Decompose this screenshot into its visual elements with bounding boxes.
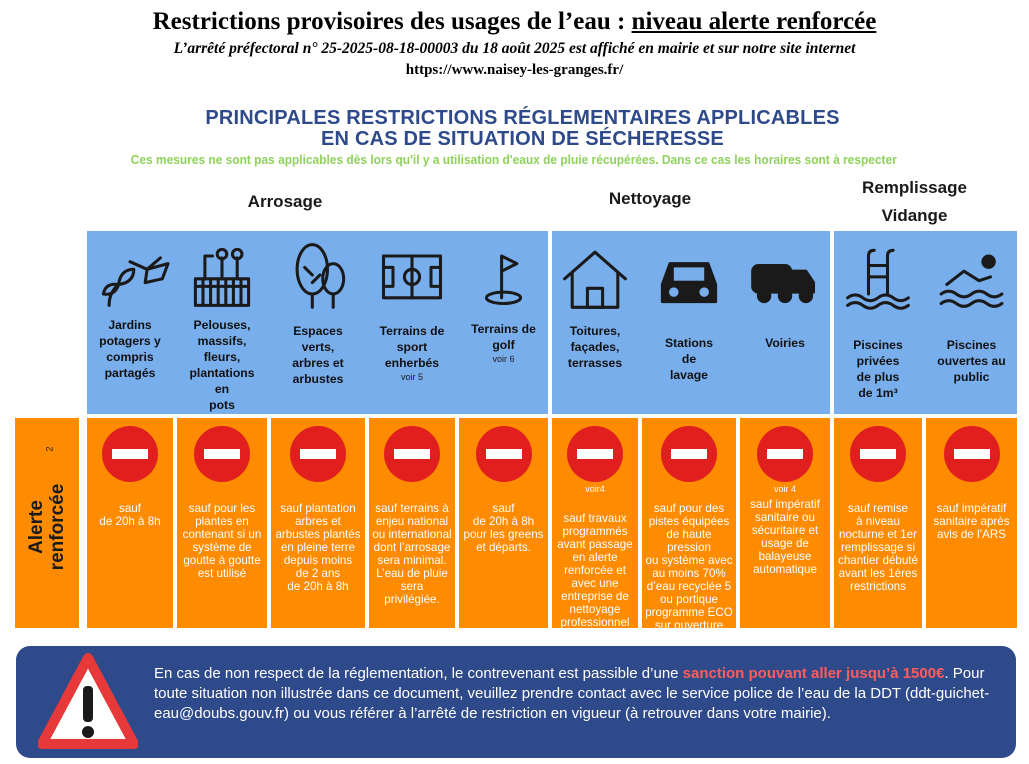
restriction-text-line: enjeu national (375, 515, 449, 528)
restriction-text-line: sauf plantation (280, 502, 356, 515)
title-alert-level: niveau alerte renforcée (631, 8, 877, 35)
restriction-text-line: sauf remise (848, 502, 908, 515)
usage-label-line: fleurs, (203, 350, 241, 364)
usage-label-line: arbres et (292, 356, 344, 370)
sanction-text (154, 664, 1004, 724)
rainwater-note: Ces mesures ne sont pas applicables dès lors qu'il y a utilisation d'eaux de pluie récupérées. Dans ce cas les horaires sont à respecter (130, 153, 897, 167)
restriction-text (743, 498, 827, 576)
restriction-text-line: arbres et (295, 515, 341, 528)
sanction-text-part2: . Pour toute situation non illustrée dans ce document, veuillez prendre contact avec le service police de l’eau de la DDT (ddt-guichet-eau@doubs.gouv.fr) ou vous référer à l’arrêté de restriction en vigueur (à retrouver dans votre mairie). (154, 665, 990, 722)
usage-label-line: pots (209, 398, 235, 412)
usage-label-line: potagers y (99, 334, 161, 348)
usage-label-line: de 1m³ (858, 386, 898, 400)
restriction-text (929, 502, 1014, 541)
no-entry-icon (944, 426, 1000, 482)
usage-label-line: Piscines (946, 338, 997, 352)
usage-label-line: partagés (104, 366, 156, 380)
usage-header-cell (642, 231, 736, 414)
usage-label-line: golf (492, 338, 515, 352)
usage-header-cell (740, 231, 830, 414)
restriction-cell (926, 418, 1017, 628)
restriction-text-line: L’eau de pluie (376, 567, 448, 580)
category-arrosage: Arrosage (247, 192, 323, 211)
restriction-text-line: pour les greens (463, 528, 544, 541)
usage-header-cell (271, 231, 365, 414)
usage-label (644, 335, 734, 383)
restriction-text-line: nocturne et 1er (839, 528, 917, 541)
restriction-text-line: sera privilégiée. (384, 580, 440, 606)
usage-label-line: arbustes (292, 372, 344, 386)
usage-header-cell (459, 231, 548, 414)
usage-label-line: Voiries (765, 336, 805, 350)
category-remplissage (832, 174, 997, 230)
restriction-text-line: sauf impératif (936, 502, 1007, 515)
restriction-text-line: professionnel (560, 616, 630, 629)
restriction-text-line: de haute pression (666, 528, 712, 554)
website-url[interactable]: https://www.naisey-les-granges.fr/ (405, 62, 624, 78)
restriction-cell (740, 418, 830, 628)
restriction-text (837, 502, 919, 593)
main-title-line1: PRINCIPALES RESTRICTIONS RÉGLEMENTAIRES APPLICABLES (205, 107, 840, 129)
usage-header-cell (552, 231, 638, 414)
usage-label-line: compris (106, 350, 154, 364)
restriction-text-line: remplissage si (840, 541, 916, 554)
restriction-text-line: programme ECO (645, 606, 733, 619)
restriction-text-line: de 20h à 8h (99, 515, 161, 528)
restriction-cell (369, 418, 455, 628)
restriction-text-line: sécuritaire et (751, 524, 819, 537)
restriction-text-line: sera minimal. (377, 554, 447, 567)
trees-icon (271, 237, 365, 313)
no-entry-icon (661, 426, 717, 482)
restriction-text (90, 502, 170, 528)
usage-label-line: privées (856, 354, 900, 368)
usage-label (371, 323, 453, 371)
usage-label (742, 335, 828, 351)
usage-label (928, 337, 1015, 385)
usage-reference: voir 5 (400, 372, 423, 382)
sanction-banner (16, 646, 1016, 758)
main-title (150, 108, 895, 150)
restriction-text-line: ou portique (659, 593, 718, 606)
usage-label-line: sport (396, 340, 428, 354)
restriction-text-line: automatique (753, 563, 817, 576)
restriction-cell (552, 418, 638, 628)
restriction-text-line: plantes en (195, 515, 249, 528)
usage-header-cell (369, 231, 455, 414)
alert-level-text (26, 435, 68, 619)
usage-header-cell (926, 231, 1017, 414)
restriction-text-line: de 20h à 8h (472, 515, 535, 528)
restriction-text-line: d’eau recyclée 5 (646, 580, 732, 593)
main-title-line2: EN CAS DE SITUATION DE SÉCHERESSE (321, 128, 724, 150)
no-entry-icon (757, 426, 813, 482)
sports-field-icon (369, 237, 455, 313)
restriction-text-line: goutte à goutte (183, 554, 261, 567)
restriction-cell (271, 418, 365, 628)
restriction-text-line: est utilisé (197, 567, 247, 580)
restriction-text-line: système de (192, 541, 252, 554)
restriction-text-line: sanitaire après (933, 515, 1010, 528)
restriction-text (645, 502, 733, 645)
golf-flag-icon (459, 237, 548, 313)
restriction-text-line: pistes équipées (648, 515, 730, 528)
category-nettoyage: Nettoyage (608, 189, 692, 208)
usage-label-line: de plus (856, 370, 900, 384)
title-prefix: Restrictions provisoires des usages de l’eau : (152, 8, 632, 35)
usage-label-line: Stations (664, 336, 714, 350)
restriction-text-line: arbustes plantés (275, 528, 361, 541)
restriction-text-line: ou système avec (645, 554, 733, 567)
pool-ladder-icon (834, 237, 922, 313)
usage-label-line: Toitures, (569, 324, 621, 338)
restriction-text-line: partielle (668, 632, 710, 645)
restriction-text-line: usage de (761, 537, 809, 550)
usage-label-line: Terrains de (471, 322, 536, 336)
restriction-text (372, 502, 452, 606)
restriction-text-line: à niveau (856, 515, 900, 528)
lawn-flowers-fence-icon (177, 237, 267, 313)
usage-label-line: verts, (301, 340, 335, 354)
no-entry-icon (102, 426, 158, 482)
usage-label-line: public (953, 370, 990, 384)
alert-level-line2: renforcée (47, 483, 68, 571)
usage-label (836, 337, 920, 401)
usage-label-line: lavage (670, 368, 708, 382)
restriction-text-line: de 2 ans (295, 567, 341, 580)
car-icon (642, 237, 736, 313)
restriction-text-line: avec une (571, 577, 619, 590)
usage-label-line: façades, (570, 340, 620, 354)
restriction-cell (642, 418, 736, 645)
restriction-text-line: restrictions (849, 580, 907, 593)
restriction-text-line: de 20h à 8h (287, 580, 349, 593)
restriction-text-line: programmés (562, 525, 628, 538)
restriction-text-line: sauf travaux (563, 512, 627, 525)
restriction-reference: voir4 (585, 484, 605, 494)
usage-label-line: Terrains de (379, 324, 445, 338)
restriction-text-line: sauf pour les (188, 502, 256, 515)
restriction-text-line: depuis moins (283, 554, 353, 567)
restriction-cell (834, 418, 922, 628)
decree-notice: L’arrêté préfectoral n° 25-2025-08-18-00003 du 18 août 2025 est affiché en mairie et sur notre site internet (173, 40, 856, 57)
restriction-text (274, 502, 362, 593)
restriction-text-line: balayeuse (758, 550, 812, 563)
restriction-text-line: dont l’arrosage (373, 541, 451, 554)
restriction-text-line: nettoyage (569, 603, 621, 616)
usage-label (89, 317, 171, 381)
restriction-text (180, 502, 264, 580)
usage-header-cell (834, 231, 922, 414)
usage-label-line: en (214, 382, 230, 396)
document-title (0, 8, 1029, 36)
usage-reference: voir 6 (492, 354, 515, 364)
restriction-text-line: contenant si un (182, 528, 262, 541)
restriction-text (555, 512, 635, 629)
restriction-text-line: avis de l’ARS (937, 528, 1006, 541)
house-roof-icon (552, 237, 638, 313)
plant-sprout-watering-can-icon (87, 237, 173, 313)
no-entry-icon (850, 426, 906, 482)
category-remplissage-line1: Remplissage (862, 178, 967, 197)
usage-header-cell (87, 231, 173, 414)
restriction-text-line: avant passage (557, 538, 633, 551)
usage-header-cell (177, 231, 267, 414)
restriction-text-line: chantier débuté (838, 554, 918, 567)
restriction-cell (87, 418, 173, 628)
restriction-text-line: et départs. (476, 541, 531, 554)
alert-level-footnote: 2 (44, 446, 55, 452)
no-entry-icon (194, 426, 250, 482)
usage-label-line: enherbés (384, 356, 440, 370)
restriction-text-line: en alerte (572, 551, 618, 564)
restriction-text-line: sauf (119, 502, 141, 515)
restriction-text-line: au moins 70% (652, 567, 726, 580)
sanction-text-part1: En cas de non respect de la réglementation, le contrevenant est passible d’une (154, 665, 683, 682)
usage-label (179, 317, 265, 413)
restriction-text-line: sauf terrains à (375, 502, 449, 515)
restriction-text-line: sanitaire ou (755, 511, 815, 524)
alert-level-line1: Alerte (26, 500, 47, 554)
usage-label (461, 321, 546, 353)
usage-label (273, 323, 363, 387)
usage-label-line: Pelouses, (193, 318, 251, 332)
usage-label-line: ouvertes au (937, 354, 1006, 368)
restriction-text-line: avant les 1ères (838, 567, 918, 580)
no-entry-icon (384, 426, 440, 482)
restriction-text-line: ou international (372, 528, 452, 541)
no-entry-icon (567, 426, 623, 482)
restriction-text-line: sauf impératif (750, 498, 820, 511)
usage-label-line: plantations (189, 366, 255, 380)
restriction-text-line: renforcée et (564, 564, 626, 577)
restriction-text-line: sauf pour des (653, 502, 725, 515)
restriction-cell (459, 418, 548, 628)
swimmer-icon (926, 237, 1017, 313)
usage-label-line: Piscines (853, 338, 903, 352)
category-remplissage-line2: Vidange (881, 206, 948, 225)
usage-label-line: Espaces (293, 324, 343, 338)
warning-triangle-icon (38, 652, 138, 752)
street-sweeper-truck-icon (740, 237, 830, 313)
usage-label-line: massifs, (197, 334, 247, 348)
restriction-cell (177, 418, 267, 628)
usage-label (554, 323, 636, 371)
no-entry-icon (290, 426, 346, 482)
restriction-text-line: entreprise de (561, 590, 629, 603)
restriction-text-line: sauf (492, 502, 515, 515)
restriction-text-line: sur ouverture (654, 619, 724, 632)
restriction-text-line: en pleine terre (280, 541, 356, 554)
sanction-amount: sanction pouvant aller jusqu’à 1500€ (682, 665, 945, 682)
usage-label-line: Jardins (108, 318, 152, 332)
usage-label-line: de (681, 352, 697, 366)
usage-label-line: terrasses (567, 356, 623, 370)
restriction-reference: voir 4 (773, 484, 796, 494)
no-entry-icon (476, 426, 532, 482)
restriction-text (462, 502, 545, 554)
